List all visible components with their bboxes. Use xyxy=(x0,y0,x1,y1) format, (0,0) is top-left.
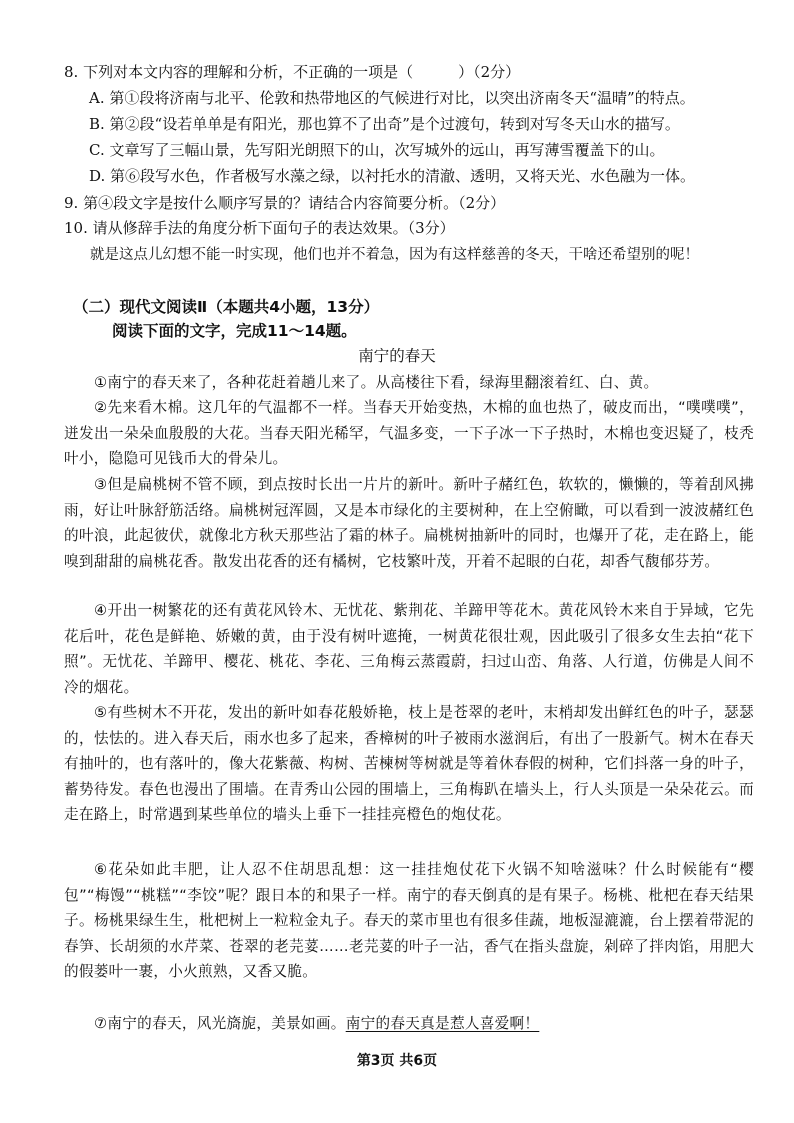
article-paragraph-7 xyxy=(64,1011,754,1037)
question-9: 9. 第④段文字是按什么顺序写景的？请结合内容简要分析。（2分） xyxy=(64,194,506,212)
article-paragraph-2: ②先来看木棉。这几年的气温都不一样。当春天开始变热，木棉的血也热了，破皮而出，“噗噗噗”，迸发出一朵朵血殷殷的大花。当春天阳光稀罕，气温多变，一下子冰一下子热时，木棉也变迟疑了，枝秃叶小，隐隐可见钱币大的骨朵儿。 xyxy=(64,399,754,467)
article-paragraph-4: ④开出一树繁花的还有黄花风铃木、无忧花、紫荆花、羊蹄甲等花木。黄花风铃木来自于异域，它先花后叶，花色是鲜艳、娇嫩的黄，由于没有树叶遮掩，一树黄花很壮观，因此吸引了很多女生去拍“花下照”。无忧花、羊蹄甲、樱花、桃花、李花、三角梅云蒸霞蔚，扫过山峦、角落、人行道，仿佛是人间不冷的烟花。 xyxy=(64,602,754,696)
article-paragraph-1: ①南宁的春天来了，各种花赶着趟儿来了。从高楼往下看，绿海里翻滚着红、白、黄。 xyxy=(94,374,659,391)
section-heading: （二）现代文阅读Ⅱ（本题共4小题，13分） xyxy=(73,298,380,316)
question-10-quote: 就是这点儿幻想不能一时实现，他们也并不着急，因为有这样慈善的冬天，干啥还希望别的呢！ xyxy=(90,247,699,263)
question-8-option-d: D. 第⑥段写水色，作者极写水藻之绿，以衬托水的清澈、透明，又将天光、水色融为一体。 xyxy=(89,167,696,185)
article-title: 南宁的春天 xyxy=(358,347,436,365)
page-footer: 第3页 共6页 xyxy=(356,1053,438,1069)
article-paragraph-3: ③但是扁桃树不管不顾，到点按时长出一片片的新叶。新叶子赭红色，软软的，懒懒的，等着刮风拂雨，好让叶脉舒筋活络。扁桃树冠浑圆，又是本市绿化的主要树种，在上空俯瞰，可以看到一波波赭红色的叶浪，此起彼伏，就像北方秋天那些沾了霜的林子。扁桃树抽新叶的同时，也爆开了花，走在路上，能嗅到甜甜的扁桃花香。散发出花香的还有橘树，它枝繁叶茂，开着不起眼的白花，却香气馥郁芬芳。 xyxy=(64,476,754,570)
paragraph-7-underlined-sentence: 南宁的春天真是惹人喜爱啊！ xyxy=(345,1015,540,1032)
question-8-option-a: A. 第①段将济南与北平、伦敦和热带地区的气候进行对比，以突出济南冬天“温晴”的特点。 xyxy=(89,89,695,107)
question-8-option-c: C. 文章写了三幅山景，先写阳光朗照下的山，次写城外的远山，再写薄雪覆盖下的山。 xyxy=(89,141,665,159)
question-8-stem: 8. 下列对本文内容的理解和分析，不正确的一项是（ ）（2分） xyxy=(64,63,521,81)
question-10: 10. 请从修辞手法的角度分析下面句子的表达效果。（3分） xyxy=(64,219,455,237)
section-instruction: 阅读下面的文字，完成11～14题。 xyxy=(112,322,357,340)
article-paragraph-5: ⑤有些树木不开花，发出的新叶如春花般娇艳，枝上是苍翠的老叶，末梢却发出鲜红色的叶子，瑟瑟的，怯怯的。进入春天后，雨水也多了起来，香樟树的叶子被雨水滋润后，有出了一股新气。树木在春天有抽叶的，也有落叶的，像大花紫薇、构树、苦楝树等树就是等着休春假的树种，它们抖落一身的叶子，蓄势待发。春色也漫出了围墙。在青秀山公园的围墙上，三角梅趴在墙头上，行人头顶是一朵朵花云。而走在路上，时常遇到某些单位的墙头上垂下一挂挂亮橙色的炮仗花。 xyxy=(64,704,754,823)
paragraph-7-text: ⑦南宁的春天，风光旖旎，美景如画。 xyxy=(94,1015,346,1032)
article-paragraph-6: ⑥花朵如此丰肥，让人忍不住胡思乱想：这一挂挂炮仗花下火锅不知啥滋味？什么时候能有“樱包”“梅馒”“桃糕”“李饺”呢？跟日本的和果子一样。南宁的春天倒真的是有果子。杨桃、枇杷在春天结果子。杨桃果绿生生，枇杷树上一粒粒金丸子。春天的菜市里也有很多佳蔬，地板湿漉漉，台上摆着带泥的春笋、长胡须的水芹菜、苍翠的老芫荽……老芫荽的叶子一沾，香气在指头盘旋，剁碎了拌肉馅，用肥大的假蒌叶一裹，小火煎熟，又香又脆。 xyxy=(64,861,754,980)
question-8-option-b: B. 第②段“设若单单是有阳光，那也算不了出奇”是个过渡句，转到对写冬天山水的描写。 xyxy=(89,115,680,133)
